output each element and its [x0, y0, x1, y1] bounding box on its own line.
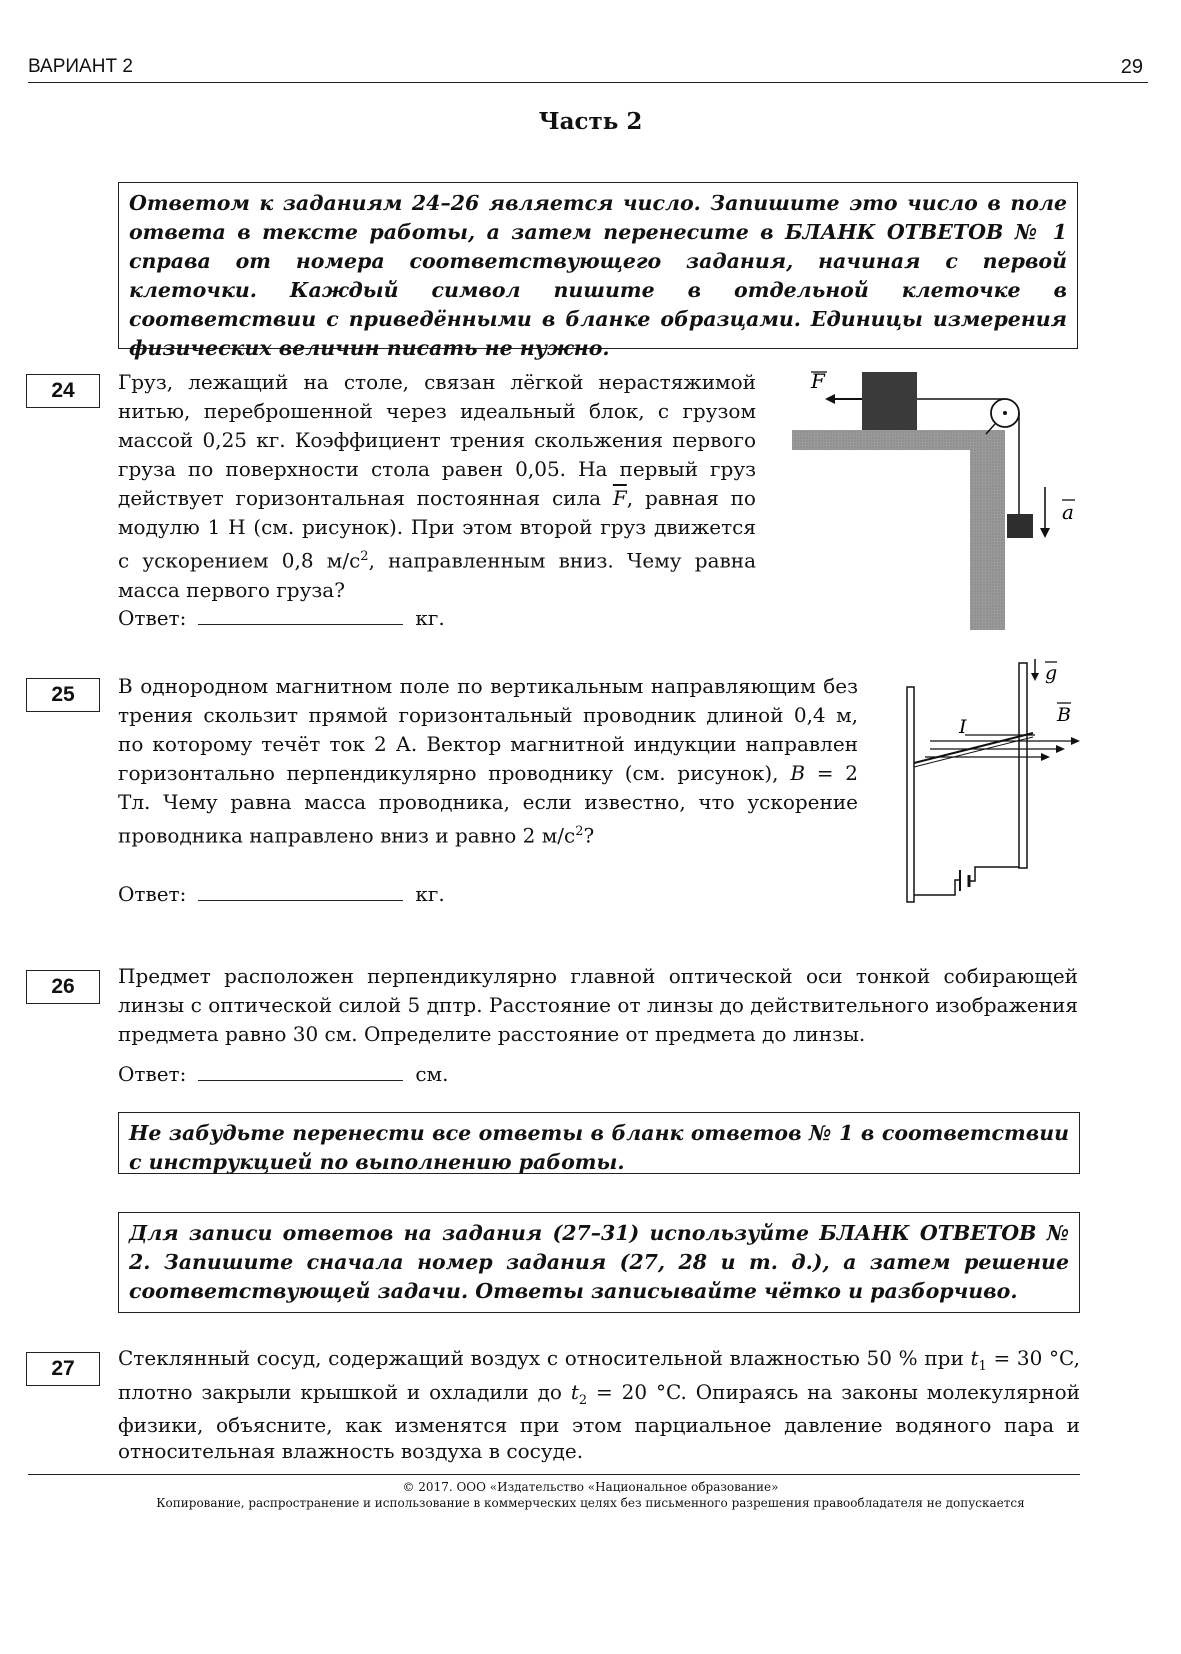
reminder-box [118, 1112, 1080, 1174]
task-27-number: 27 [26, 1352, 100, 1386]
task-25-text-c: ? [583, 823, 595, 848]
rail-left [907, 687, 914, 902]
task-24-force-symbol: $\overline{F}$ [612, 486, 627, 510]
page-number: 29 [1120, 56, 1143, 78]
field-arrowhead-2 [1056, 745, 1065, 753]
block-1 [862, 372, 917, 430]
task-24-text-b: , равная по модулю 1 Н (см. рисунок). При этом второй груз движется с ускорением 0,8 м/с [118, 486, 756, 573]
task-25-answer [118, 882, 445, 906]
task-27-part2: = 30 °C, плотно закрыли крышкой и охладили до [118, 1346, 1080, 1404]
force-arrowhead [825, 394, 835, 404]
task-25-text-a: В однородном магнитном поле по вертикальным направляющим без трения скользит прямой горизонтальный проводник длиной 0,4 м, по которому течёт ток 2 А. Вектор магнитной индукции направлен горизонтально перпендикулярно проводнику (см. рисунок), [118, 674, 858, 785]
block-2 [1007, 514, 1033, 538]
footer-copyright: © 2017. ООО «Издательство «Национальное образование» [402, 1480, 779, 1494]
rail-right [1019, 663, 1027, 868]
task-25-unit: кг. [415, 882, 445, 906]
gravity-arrowhead [1031, 673, 1039, 681]
task-27-part3: = 20 °C. Опираясь на законы молекулярной физики, объясните, как изменятся при этом парциальное давление водяного пара и относительная влажность воздуха в сосуде. [118, 1379, 1080, 1463]
task-27-t2: t [570, 1379, 579, 1404]
task-26-answer-field[interactable] [198, 1064, 403, 1081]
task-27-t2-sub: 2 [578, 1392, 588, 1408]
task-25-b-symbol: B [790, 761, 806, 785]
instruction-box-1 [118, 182, 1078, 360]
instruction-text-2: Для записи ответов на задания (27–31) используйте БЛАНК ОТВЕТОВ № 2. Запишите сначала номер задания (27, 28 и т. д.), а затем решение соответствующей задачи. Ответы записывайте чётко и разборчиво. [129, 1221, 1069, 1303]
task-25-text-b: = 2 Тл. Чему равна масса проводника, если известно, что ускорение проводника направлено вниз и равно 2 м/с [118, 761, 859, 848]
table-leg [970, 430, 1005, 630]
task-24-sup: 2 [360, 549, 369, 564]
task-24-answer-label: Ответ: [118, 606, 187, 630]
gravity-label: g [1045, 662, 1058, 684]
footer-rule [28, 1474, 1080, 1475]
pulley-axle [1003, 411, 1007, 415]
field-arrowhead-1 [1071, 737, 1080, 745]
task-24-text-c: , направленным вниз. Чему равна масса первого груза? [118, 548, 757, 602]
task-25-figure [895, 655, 1095, 910]
task-26-answer-label: Ответ: [118, 1062, 187, 1086]
wire-right [969, 867, 1019, 881]
task-24-answer [118, 606, 445, 630]
task-24-number: 24 [26, 374, 100, 408]
task-25-text [118, 672, 858, 851]
task-27-text [118, 1346, 1080, 1464]
instruction-text-1: Ответом к заданиям 24–26 является число. Запишите это число в поле ответа в тексте работы, а затем перенесите в БЛАНК ОТВЕТОВ № 1 справа от номера соответствующего задания, начиная с первой клеточки. Каждый символ пишите в отдельной клеточке в соответствии с приведёнными в бланке образцами. Единицы измерения физических величин писать не нужно. [129, 191, 1067, 360]
wire-left [914, 880, 960, 895]
task-24-answer-field[interactable] [198, 608, 403, 625]
field-arrowhead-3 [1041, 753, 1050, 761]
task-27-t1: t [970, 1346, 979, 1370]
task-24-text-a: Груз, лежащий на столе, связан лёгкой нерастяжимой нитью, переброшенной через идеальный блок, с грузом массой 0,25 кг. Коэффициент трения скольжения первого груза по поверхности стола равен 0,05. На первый груз действует горизонтальная постоянная сила [118, 370, 756, 510]
reminder-text: Не забудьте перенести все ответы в бланк ответов № 1 в соответствии с инструкцией по выполнению работы. [129, 1121, 1069, 1174]
field-label: B [1057, 704, 1071, 726]
task-24-unit: кг. [415, 606, 445, 630]
footer-notice: Копирование, распространение и использование в коммерческих целях без письменного разрешения правообладателя не допускается [156, 1496, 1025, 1510]
task-26-answer [118, 1062, 448, 1086]
instruction-box-2 [118, 1212, 1080, 1313]
task-24-figure [785, 362, 1085, 632]
header-rule [28, 82, 1148, 83]
task-26-number: 26 [26, 970, 100, 1004]
part-title: Часть 2 [538, 108, 643, 135]
task-24-text [118, 368, 756, 605]
task-26-text [118, 962, 1078, 1049]
task-26-unit: см. [415, 1062, 449, 1086]
task-25-sup: 2 [575, 824, 584, 839]
accel-arrowhead [1040, 528, 1050, 538]
variant-label: ВАРИАНТ 2 [28, 56, 133, 77]
task-25-number: 25 [26, 678, 100, 712]
accel-label: a [1062, 500, 1074, 524]
current-label: I [959, 716, 967, 738]
task-27-part1: Стеклянный сосуд, содержащий воздух с относительной влажностью 50 % при [118, 1346, 971, 1370]
task-27-t1-sub: 1 [978, 1359, 987, 1374]
task-25-answer-label: Ответ: [118, 882, 187, 906]
force-label: F [811, 369, 825, 393]
task-26-paragraph: Предмет расположен перпендикулярно главной оптической оси тонкой собирающей линзы с оптической силой 5 дптр. Расстояние от линзы до действительного изображения предмета равно 30 см. Определите расстояние от предмета до линзы. [118, 964, 1078, 1046]
task-25-answer-field[interactable] [198, 884, 403, 901]
